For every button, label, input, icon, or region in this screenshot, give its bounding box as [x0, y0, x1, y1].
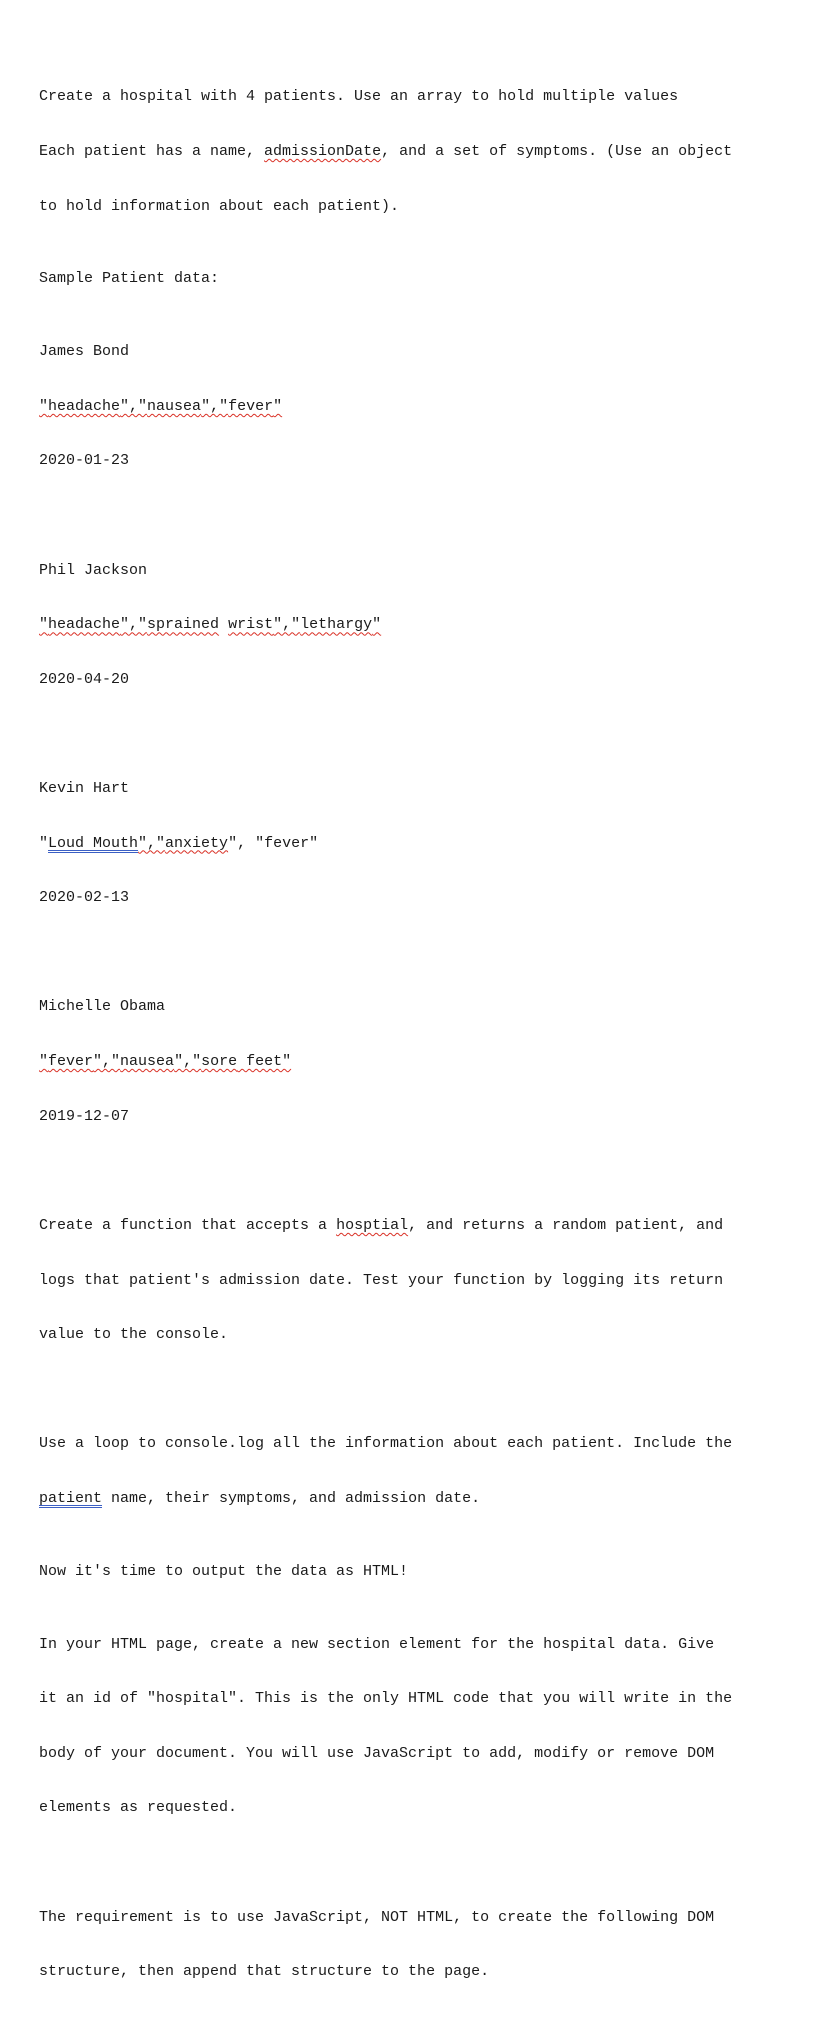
symptom-text: "," [93, 1053, 121, 1071]
loop-task-line-1: Use a loop to console.log all the information about each patient. Include the [39, 1435, 733, 1453]
loop-task-line-2 [39, 1490, 799, 1508]
symptom-text: " [372, 616, 382, 634]
grammar-flag-patient[interactable]: patient [39, 1489, 103, 1507]
symptom-text: "," [120, 616, 148, 634]
symptom-text: "," [138, 834, 166, 852]
spell-flag-symptoms[interactable] [39, 616, 219, 633]
symptom-text: anxiety [165, 834, 229, 852]
sample-heading: Sample Patient data: [39, 270, 220, 288]
patient-block-2 [39, 525, 799, 725]
section-task-line-2: it an id of "hospital". This is the only HTML code that you will write in the [39, 1690, 733, 1708]
patient-date: 2020-01-23 [39, 452, 130, 470]
spell-flag-symptoms[interactable] [39, 1053, 291, 1070]
symptom-text: " [39, 616, 49, 634]
symptom-text: headache [48, 397, 121, 415]
symptom-text: ", "fever" [228, 834, 319, 852]
patient-name: Michelle Obama [39, 998, 166, 1016]
patient-name: Kevin Hart [39, 780, 130, 798]
html-intro: Now it's time to output the data as HTML! [39, 1562, 409, 1580]
patient-date: 2020-04-20 [39, 670, 130, 688]
function-task-paragraph [39, 1181, 799, 1381]
patient-name: Phil Jackson [39, 561, 148, 579]
patient-symptoms [39, 616, 799, 634]
function-task-line-1-start: Create a function that accepts a [39, 1216, 337, 1234]
symptom-text: feet" [237, 1053, 292, 1071]
loop-task-paragraph [39, 1399, 799, 1545]
loop-task-line-2-end: name, their symptoms, and admission date. [102, 1489, 481, 1507]
patient-block-4 [39, 962, 799, 1162]
intro-line-2-end: , and a set of symptoms. (Use an object [381, 143, 733, 161]
section-task-line-3: body of your document. You will use JavaScript to add, modify or remove DOM [39, 1744, 715, 1762]
intro-line-2-start: Each patient has a name, [39, 143, 265, 161]
patient-block-3 [39, 744, 799, 944]
symptom-text: sprained [147, 616, 220, 634]
intro-line-2 [39, 143, 799, 161]
symptom-text: " [39, 834, 49, 852]
symptom-text: "," [120, 397, 148, 415]
patient-date: 2020-02-13 [39, 889, 130, 907]
requirement-line-1: The requirement is to use JavaScript, NOT HTML, to create the following DOM [39, 1908, 715, 1926]
symptom-text: sore [201, 1053, 238, 1071]
symptom-text: " [39, 1053, 49, 1071]
function-task-line-1-end: , and returns a random patient, and [408, 1216, 724, 1234]
patient-name: James Bond [39, 343, 130, 361]
section-task-line-1: In your HTML page, create a new section element for the hospital data. Give [39, 1635, 715, 1653]
patient-symptoms [39, 835, 799, 853]
function-task-line-2: logs that patient's admission date. Test your function by logging its return [39, 1271, 724, 1289]
document-body [39, 52, 799, 2036]
symptom-text [219, 616, 228, 633]
spell-flag-symptoms[interactable] [138, 835, 228, 852]
spell-flag-hosptial[interactable]: hosptial [336, 1216, 409, 1234]
symptom-text: "," [273, 616, 301, 634]
patient-symptoms [39, 1053, 799, 1071]
intro-line-3: to hold information about each patient). [39, 197, 400, 215]
symptom-text: lethargy [300, 616, 373, 634]
requirement-paragraph [39, 1872, 799, 2018]
intro-line-1: Create a hospital with 4 patients. Use an array to hold multiple values [39, 88, 679, 106]
patient-block-1 [39, 307, 799, 507]
section-task-line-4: elements as requested. [39, 1799, 238, 1817]
grammar-flag-loud-mouth[interactable]: Loud Mouth [48, 834, 139, 852]
spell-flag-symptoms[interactable] [228, 616, 381, 633]
section-task-paragraph [39, 1599, 799, 1854]
spell-flag-admissiondate[interactable]: admissionDate [264, 143, 382, 161]
symptom-text: nausea [120, 1053, 175, 1071]
patient-symptoms [39, 398, 799, 416]
symptom-text: nausea [147, 397, 202, 415]
symptom-text: wrist [228, 616, 274, 634]
function-task-line-3: value to the console. [39, 1326, 229, 1344]
symptom-text: "," [174, 1053, 202, 1071]
symptom-text: " [39, 397, 49, 415]
symptom-text: " [273, 397, 283, 415]
intro-paragraph [39, 52, 799, 252]
symptom-text: fever [228, 397, 274, 415]
function-task-line-1 [39, 1217, 799, 1235]
symptom-text: "," [201, 397, 229, 415]
spell-flag-symptoms[interactable] [39, 398, 282, 415]
requirement-line-2: structure, then append that structure to the page. [39, 1963, 490, 1981]
symptom-text: headache [48, 616, 121, 634]
patient-date: 2019-12-07 [39, 1107, 130, 1125]
symptom-text: fever [48, 1053, 94, 1071]
